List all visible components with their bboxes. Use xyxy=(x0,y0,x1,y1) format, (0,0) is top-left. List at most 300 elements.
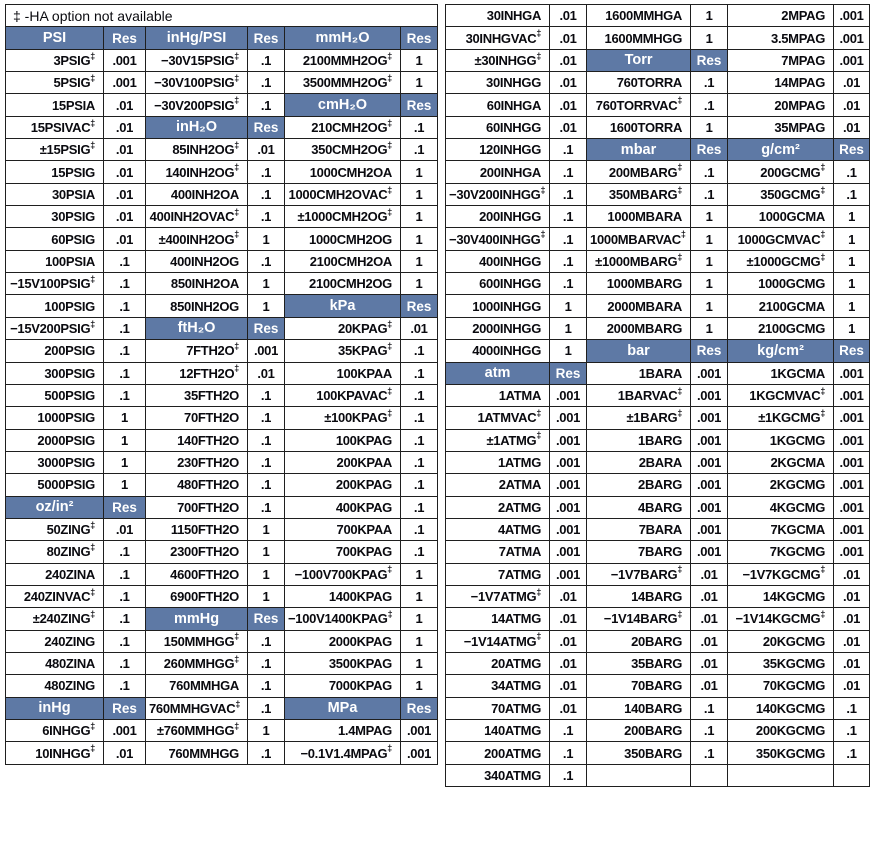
dagger-footnote-marker: ‡ xyxy=(820,564,826,575)
range-cell: 340ATMG xyxy=(446,764,550,786)
dagger-footnote-marker: ‡ xyxy=(387,117,392,128)
range-cell: 2BARA xyxy=(587,451,691,473)
dagger-footnote-marker: ‡ xyxy=(536,408,542,419)
res-cell: 1 xyxy=(401,72,438,94)
res-cell: 1 xyxy=(248,295,285,317)
range-cell: 850INH2OA xyxy=(146,273,248,295)
res-cell: .01 xyxy=(834,608,870,630)
range-cell: ±100KPAG‡ xyxy=(285,407,401,429)
res-cell: .001 xyxy=(104,720,146,742)
range-cell: 5PSIG‡ xyxy=(6,72,104,94)
res-cell: .01 xyxy=(248,139,285,161)
res-cell: .01 xyxy=(550,27,587,49)
res-cell: .1 xyxy=(248,72,285,94)
res-cell: .01 xyxy=(834,563,870,585)
range-cell: 400INHGG xyxy=(446,250,550,272)
table-row xyxy=(446,317,870,339)
range-cell: 30INHGA xyxy=(446,5,550,27)
range-cell: ±15PSIG‡ xyxy=(6,139,104,161)
res-cell: .1 xyxy=(401,518,438,540)
table-row xyxy=(6,675,438,697)
range-cell: 400KPAG xyxy=(285,496,401,518)
dagger-footnote-marker: ‡ xyxy=(90,139,95,150)
dagger-footnote-marker: ‡ xyxy=(680,229,686,240)
table-row xyxy=(6,407,438,429)
res-cell: .01 xyxy=(104,94,146,116)
res-cell: .001 xyxy=(550,384,587,406)
res-cell: .1 xyxy=(104,675,146,697)
dagger-footnote-marker: ‡ xyxy=(540,229,546,240)
res-cell: 1 xyxy=(691,228,728,250)
range-cell: 7ATMG xyxy=(446,563,550,585)
res-header: Res xyxy=(104,496,146,518)
res-cell: .01 xyxy=(104,116,146,138)
table-row xyxy=(446,720,870,742)
dagger-footnote-marker: ‡ xyxy=(677,385,683,396)
res-cell: .1 xyxy=(401,429,438,451)
unit-header: mmH₂O xyxy=(285,27,401,49)
range-cell: 760MMHGA xyxy=(146,675,248,697)
res-cell: .1 xyxy=(401,362,438,384)
range-cell: 1600MMHGG xyxy=(587,27,691,49)
res-cell: .001 xyxy=(834,474,870,496)
dagger-footnote-marker: ‡ xyxy=(90,743,95,754)
table-row xyxy=(446,652,870,674)
dagger-footnote-marker: ‡ xyxy=(540,184,546,195)
res-cell: .1 xyxy=(691,72,728,94)
res-cell: .001 xyxy=(550,518,587,540)
range-cell: 14ATMG xyxy=(446,608,550,630)
table-row xyxy=(446,250,870,272)
res-cell: .1 xyxy=(248,675,285,697)
res-cell: .001 xyxy=(550,541,587,563)
res-cell: .001 xyxy=(550,496,587,518)
res-cell: 1 xyxy=(248,273,285,295)
table-row xyxy=(6,362,438,384)
table-row xyxy=(446,94,870,116)
res-cell: 1 xyxy=(248,518,285,540)
range-cell: 1150FTH2O xyxy=(146,518,248,540)
dagger-footnote-marker: ‡ xyxy=(536,28,542,39)
range-cell: 1ATMA xyxy=(446,384,550,406)
res-header: Res xyxy=(248,317,285,339)
range-cell: 60INHGG xyxy=(446,116,550,138)
range-cell: 7FTH2O‡ xyxy=(146,340,248,362)
res-cell: .1 xyxy=(248,161,285,183)
range-cell: ±1000CMH2OG‡ xyxy=(285,206,401,228)
res-cell: .001 xyxy=(401,720,438,742)
dagger-footnote-marker: ‡ xyxy=(90,273,95,284)
range-cell: 4KGCMG xyxy=(728,496,834,518)
res-cell: .01 xyxy=(834,630,870,652)
res-cell: .001 xyxy=(834,362,870,384)
res-cell: .1 xyxy=(834,720,870,742)
dagger-footnote-marker: ‡ xyxy=(387,50,392,61)
res-cell: .1 xyxy=(104,273,146,295)
range-cell: −1V7ATMG‡ xyxy=(446,585,550,607)
dagger-footnote-marker: ‡ xyxy=(90,609,95,620)
range-cell: 6900FTH2O xyxy=(146,585,248,607)
range-cell: 100KPAG xyxy=(285,429,401,451)
res-cell: .001 xyxy=(104,72,146,94)
dagger-footnote-marker: ‡ xyxy=(820,385,826,396)
range-cell: 30PSIG xyxy=(6,206,104,228)
range-cell: −1V14BARG‡ xyxy=(587,608,691,630)
dagger-footnote-marker: ‡ xyxy=(90,72,95,83)
res-cell: .1 xyxy=(550,720,587,742)
range-cell: 600INHGG xyxy=(446,273,550,295)
res-cell: .001 xyxy=(691,429,728,451)
table-row xyxy=(6,27,438,49)
range-cell: 140FTH2O xyxy=(146,429,248,451)
range-cell: 760MMHGVAC‡ xyxy=(146,697,248,719)
res-cell: .01 xyxy=(550,5,587,27)
range-cell: −1V14ATMG‡ xyxy=(446,630,550,652)
table-row xyxy=(6,563,438,585)
dagger-footnote-marker: ‡ xyxy=(387,206,392,217)
table-row xyxy=(446,139,870,161)
range-cell: 2BARG xyxy=(587,474,691,496)
res-cell: 1 xyxy=(401,608,438,630)
range-cell: 100KPAVAC‡ xyxy=(285,384,401,406)
range-cell: 350KGCMG xyxy=(728,742,834,764)
res-header: Res xyxy=(401,295,438,317)
res-header: Res xyxy=(104,697,146,719)
res-cell: 1 xyxy=(691,116,728,138)
dagger-footnote-marker: ‡ xyxy=(677,251,683,262)
res-cell: 1 xyxy=(834,317,870,339)
dagger-footnote-marker: ‡ xyxy=(90,720,95,731)
unit-header: atm xyxy=(446,362,550,384)
res-cell: 1 xyxy=(104,474,146,496)
range-cell: 350CMH2OG‡ xyxy=(285,139,401,161)
res-cell: .01 xyxy=(104,206,146,228)
dagger-footnote-marker: ‡ xyxy=(235,698,241,709)
res-cell: .1 xyxy=(691,720,728,742)
range-cell: 200BARG xyxy=(587,720,691,742)
res-cell: .001 xyxy=(691,518,728,540)
range-cell: 700FTH2O xyxy=(146,496,248,518)
res-cell: 1 xyxy=(401,675,438,697)
res-header: Res xyxy=(834,340,870,362)
table-row xyxy=(446,295,870,317)
res-cell: .001 xyxy=(691,496,728,518)
res-cell: .1 xyxy=(248,429,285,451)
res-cell: .1 xyxy=(401,116,438,138)
dagger-footnote-marker: ‡ xyxy=(90,586,95,597)
range-cell: 200ATMG xyxy=(446,742,550,764)
res-cell: .01 xyxy=(104,139,146,161)
range-cell: 120INHGG xyxy=(446,139,550,161)
range-cell: 200KPAA xyxy=(285,451,401,473)
table-row xyxy=(6,429,438,451)
range-cell: 200KGCMG xyxy=(728,720,834,742)
range-cell: 240ZINVAC‡ xyxy=(6,585,104,607)
range-cell: ±1KGCMG‡ xyxy=(728,407,834,429)
res-header: Res xyxy=(401,94,438,116)
table-row xyxy=(6,384,438,406)
res-cell: .001 xyxy=(834,429,870,451)
res-cell: 1 xyxy=(401,161,438,183)
dagger-footnote-marker: ‡ xyxy=(234,229,239,240)
res-cell: .1 xyxy=(248,742,285,764)
range-cell: −30V200INHGG‡ xyxy=(446,183,550,205)
range-cell: 50ZING‡ xyxy=(6,518,104,540)
range-cell: 35MPAG xyxy=(728,116,834,138)
table-row xyxy=(6,273,438,295)
res-cell: 1 xyxy=(401,250,438,272)
res-cell: .001 xyxy=(834,407,870,429)
pressure-table-left xyxy=(5,4,438,765)
range-cell: 230FTH2O xyxy=(146,451,248,473)
res-cell: .1 xyxy=(248,94,285,116)
res-cell: .01 xyxy=(691,630,728,652)
table-row xyxy=(6,697,438,719)
dagger-footnote-marker: ‡ xyxy=(677,564,683,575)
range-cell: 1KGCMG xyxy=(728,429,834,451)
res-cell: 1 xyxy=(104,407,146,429)
res-cell: .1 xyxy=(550,161,587,183)
table-row xyxy=(446,116,870,138)
range-cell: 70KGCMG xyxy=(728,675,834,697)
dagger-footnote-marker: ‡ xyxy=(387,139,392,150)
res-cell: .001 xyxy=(691,541,728,563)
range-cell: 2ATMG xyxy=(446,496,550,518)
table-row xyxy=(446,407,870,429)
table-row xyxy=(446,563,870,585)
res-cell: 1 xyxy=(248,541,285,563)
range-cell: 2000INHGG xyxy=(446,317,550,339)
range-cell: −30V200PSIG‡ xyxy=(146,94,248,116)
range-cell: 760TORRA xyxy=(587,72,691,94)
res-cell: .1 xyxy=(550,250,587,272)
dagger-footnote-marker: ‡ xyxy=(234,95,239,106)
dagger-footnote-marker: ‡ xyxy=(90,519,95,530)
range-cell: 100PSIA xyxy=(6,250,104,272)
range-cell: 85INH2OG‡ xyxy=(146,139,248,161)
res-cell: .01 xyxy=(691,675,728,697)
res-header: Res xyxy=(691,139,728,161)
res-cell: .01 xyxy=(550,652,587,674)
res-cell: .1 xyxy=(248,250,285,272)
res-header: Res xyxy=(401,27,438,49)
table-row xyxy=(6,742,438,764)
range-cell: −30V100PSIG‡ xyxy=(146,72,248,94)
res-cell: .001 xyxy=(834,27,870,49)
range-cell: 1000GCMG xyxy=(728,273,834,295)
res-cell: .1 xyxy=(104,250,146,272)
range-cell: 15PSIA xyxy=(6,94,104,116)
range-cell: ±400INH2OG‡ xyxy=(146,228,248,250)
dagger-footnote-marker: ‡ xyxy=(234,50,239,61)
range-cell: 4000INHGG xyxy=(446,340,550,362)
res-cell: .1 xyxy=(550,228,587,250)
dagger-footnote-marker: ‡ xyxy=(820,184,826,195)
range-cell: 1BARG xyxy=(587,429,691,451)
dagger-footnote-marker: ‡ xyxy=(387,408,392,419)
unit-header: cmH₂O xyxy=(285,94,401,116)
res-cell: .01 xyxy=(248,362,285,384)
range-cell: 2100GCMA xyxy=(728,295,834,317)
table-row xyxy=(446,362,870,384)
res-cell: .001 xyxy=(104,49,146,71)
unit-header: mbar xyxy=(587,139,691,161)
table-row xyxy=(446,27,870,49)
res-cell: .001 xyxy=(691,451,728,473)
range-cell: 7ATMA xyxy=(446,541,550,563)
table-row xyxy=(6,317,438,339)
res-cell: 1 xyxy=(550,340,587,362)
res-cell: .001 xyxy=(248,340,285,362)
table-row xyxy=(446,474,870,496)
table-row xyxy=(6,94,438,116)
range-cell: 260MMHGG‡ xyxy=(146,652,248,674)
range-cell: 500PSIG xyxy=(6,384,104,406)
table-row xyxy=(446,183,870,205)
dagger-footnote-marker: ‡ xyxy=(234,139,239,150)
res-cell: .1 xyxy=(401,139,438,161)
res-cell: .01 xyxy=(104,228,146,250)
range-cell: ±1000GCMG‡ xyxy=(728,250,834,272)
res-cell: .1 xyxy=(104,608,146,630)
range-cell: 240ZINA xyxy=(6,563,104,585)
res-cell: .1 xyxy=(248,451,285,473)
range-cell: 1000CMH2OVAC‡ xyxy=(285,183,401,205)
range-cell: 1ATMG xyxy=(446,451,550,473)
range-cell: 60INHGA xyxy=(446,94,550,116)
res-cell: .001 xyxy=(834,518,870,540)
dagger-footnote-marker: ‡ xyxy=(90,117,95,128)
res-cell: .01 xyxy=(550,675,587,697)
range-cell: 7KGCMA xyxy=(728,518,834,540)
dagger-footnote-marker: ‡ xyxy=(677,609,683,620)
range-cell: 300PSIG xyxy=(6,362,104,384)
table-row xyxy=(446,608,870,630)
res-cell: .01 xyxy=(550,72,587,94)
range-cell: 700KPAG xyxy=(285,541,401,563)
range-cell: 400INH2OVAC‡ xyxy=(146,206,248,228)
range-cell: 350BARG xyxy=(587,742,691,764)
range-cell: 35KGCMG xyxy=(728,652,834,674)
res-cell: .1 xyxy=(104,585,146,607)
table-row xyxy=(6,183,438,205)
range-cell: 14BARG xyxy=(587,585,691,607)
range-cell: 35FTH2O xyxy=(146,384,248,406)
res-cell: 1 xyxy=(834,295,870,317)
table-row xyxy=(6,49,438,71)
pressure-table-right xyxy=(445,4,870,787)
range-cell: 200MBARG‡ xyxy=(587,161,691,183)
range-cell: 70ATMG xyxy=(446,697,550,719)
range-cell: 15PSIG xyxy=(6,161,104,183)
range-cell: 35BARG xyxy=(587,652,691,674)
res-cell: .1 xyxy=(550,183,587,205)
footnote-row xyxy=(6,5,438,27)
res-cell: .1 xyxy=(401,340,438,362)
range-cell: 3.5MPAG xyxy=(728,27,834,49)
table-row xyxy=(446,742,870,764)
dagger-footnote-marker: ‡ xyxy=(820,229,826,240)
range-cell: 480FTH2O xyxy=(146,474,248,496)
range-cell: 1000GCMVAC‡ xyxy=(728,228,834,250)
range-cell: 2000MBARG xyxy=(587,317,691,339)
range-cell: 760TORRVAC‡ xyxy=(587,94,691,116)
table-row xyxy=(446,72,870,94)
res-cell: .1 xyxy=(834,161,870,183)
empty-cell xyxy=(834,764,870,786)
range-cell: 3PSIG‡ xyxy=(6,49,104,71)
res-cell: .001 xyxy=(834,541,870,563)
range-cell: −1V7KGCMG‡ xyxy=(728,563,834,585)
table-row xyxy=(6,451,438,473)
dagger-footnote-marker: ‡ xyxy=(234,206,239,217)
res-cell: .1 xyxy=(550,742,587,764)
table-row xyxy=(446,764,870,786)
res-cell: .001 xyxy=(550,474,587,496)
res-cell: .1 xyxy=(104,362,146,384)
range-cell: 1ATMVAC‡ xyxy=(446,407,550,429)
dagger-footnote-marker: ‡ xyxy=(234,631,239,642)
range-cell: 7BARA xyxy=(587,518,691,540)
res-cell: .001 xyxy=(401,742,438,764)
dagger-footnote-marker: ‡ xyxy=(234,720,239,731)
table-row xyxy=(446,273,870,295)
table-row xyxy=(446,340,870,362)
res-cell: .1 xyxy=(248,697,285,719)
range-cell: −1V7BARG‡ xyxy=(587,563,691,585)
range-cell: 850INH2OG xyxy=(146,295,248,317)
range-cell: −15V100PSIG‡ xyxy=(6,273,104,295)
range-cell: −1V14KGCMG‡ xyxy=(728,608,834,630)
res-cell: 1 xyxy=(834,228,870,250)
range-cell: 400INH2OG xyxy=(146,250,248,272)
res-cell: .01 xyxy=(550,630,587,652)
table-row xyxy=(6,228,438,250)
range-cell: 10INHGG‡ xyxy=(6,742,104,764)
range-cell: 2100CMH2OA xyxy=(285,250,401,272)
range-cell: ±1000MBARG‡ xyxy=(587,250,691,272)
range-cell: −30V400INHGG‡ xyxy=(446,228,550,250)
dagger-footnote-marker: ‡ xyxy=(90,318,95,329)
range-cell: 12FTH2O‡ xyxy=(146,362,248,384)
range-cell: 1400KPAG xyxy=(285,585,401,607)
res-cell: .1 xyxy=(401,496,438,518)
dagger-footnote-marker: ‡ xyxy=(387,318,392,329)
res-cell: .01 xyxy=(834,116,870,138)
res-cell: .001 xyxy=(834,496,870,518)
range-cell: 350GCMG‡ xyxy=(728,183,834,205)
range-cell: −100V700KPAG‡ xyxy=(285,563,401,585)
range-cell: 20MPAG xyxy=(728,94,834,116)
dagger-footnote-marker: ‡ xyxy=(90,542,95,553)
range-cell: 1BARVAC‡ xyxy=(587,384,691,406)
res-cell: 1 xyxy=(248,563,285,585)
dagger-footnote-marker: ‡ xyxy=(234,341,239,351)
range-cell: 20BARG xyxy=(587,630,691,652)
ha-option-footnote: ‡ -HA option not available xyxy=(6,5,438,27)
range-cell: ±760MMHGG‡ xyxy=(146,720,248,742)
res-cell: .1 xyxy=(550,273,587,295)
range-cell: 60PSIG xyxy=(6,228,104,250)
empty-cell xyxy=(587,764,691,786)
res-cell: .1 xyxy=(104,317,146,339)
res-cell: .01 xyxy=(550,49,587,71)
res-cell: .001 xyxy=(550,429,587,451)
range-cell: 210CMH2OG‡ xyxy=(285,116,401,138)
dagger-footnote-marker: ‡ xyxy=(387,743,392,754)
range-cell: 6INHGG‡ xyxy=(6,720,104,742)
table-row xyxy=(6,295,438,317)
